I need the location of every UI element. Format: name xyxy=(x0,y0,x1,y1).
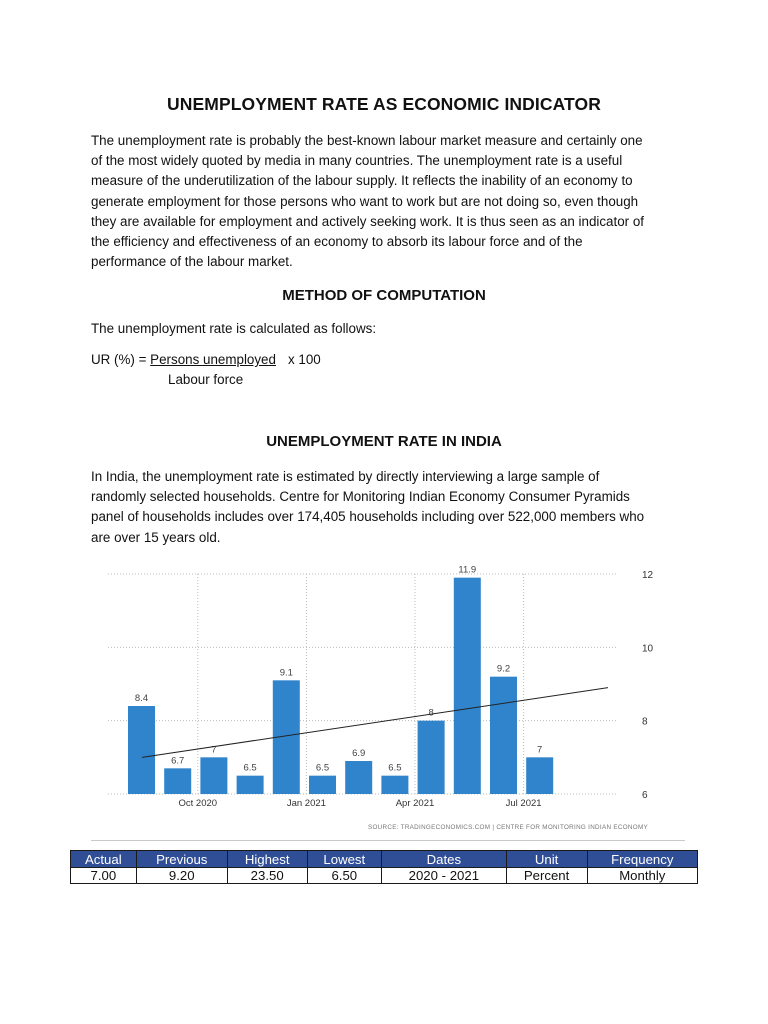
x-tick-label: Jul 2021 xyxy=(505,798,542,809)
y-tick-label: 8 xyxy=(642,716,648,728)
data-label: 6.7 xyxy=(171,755,185,767)
chart-bar xyxy=(200,757,227,794)
y-tick-label: 12 xyxy=(642,570,654,581)
data-label: 6.9 xyxy=(352,748,366,759)
data-label: 6.5 xyxy=(388,762,402,774)
method-heading: METHOD OF COMPUTATION xyxy=(282,287,486,304)
chart-bar xyxy=(381,776,408,794)
india-line: In India, the unemployment rate is estimated by directly interviewing a large sample of xyxy=(91,469,600,484)
intro-line: of the most widely quoted by media in many countries. The unemployment rate is a useful xyxy=(91,153,623,169)
intro-line: the efficiency and effectiveness of an economy to absorb its labour force and of the xyxy=(91,234,583,250)
divider xyxy=(91,840,685,841)
data-label: 6.5 xyxy=(315,762,330,774)
y-tick-label: 10 xyxy=(642,643,654,655)
india-line: are over 15 years old. xyxy=(91,529,221,545)
chart-bar xyxy=(454,578,481,794)
chart-bar xyxy=(237,776,264,794)
value-actual: 7.00 xyxy=(71,868,137,884)
intro-line: generate employment for those persons who want to work but are not doing so, even though xyxy=(91,193,639,209)
x-tick-label: Oct 2020 xyxy=(178,798,218,809)
data-label: 8 xyxy=(428,707,434,719)
intro-line: they are available for employment and actively seeking work. It is thus seen as an indicator of xyxy=(91,213,645,229)
formula-denominator: Labour force xyxy=(168,372,244,387)
data-label: 9.1 xyxy=(279,667,293,679)
formula-numerator: Persons unemployed xyxy=(150,352,276,367)
header-highest: Highest xyxy=(227,851,307,868)
header-actual: Actual xyxy=(71,851,137,868)
india-line: panel of households includes over 174,405 households including over 522,000 members who xyxy=(91,509,645,525)
chart-bar xyxy=(164,768,191,794)
formula-prefix: UR (%) = xyxy=(91,352,151,367)
intro-line: measure of the underutilization of the labour supply. It reflects the inability of an economy to xyxy=(91,173,633,189)
stats-table xyxy=(70,850,698,884)
chart-svg xyxy=(100,562,680,837)
value-unit: Percent xyxy=(506,868,587,884)
chart-bar xyxy=(526,757,553,794)
chart-source: SOURCE: TRADINGECONOMICS.COM | CENTRE FOR MONITORING INDIAN ECONOMY xyxy=(367,824,648,831)
data-label: 6.5 xyxy=(243,762,257,774)
header-unit: Unit xyxy=(506,851,587,868)
method-text: The unemployment rate is calculated as follows: xyxy=(91,321,377,336)
intro-paragraph xyxy=(91,131,681,272)
chart-bar xyxy=(490,677,517,794)
value-lowest: 6.50 xyxy=(307,868,382,884)
data-label: 11.9 xyxy=(458,564,477,576)
header-previous: Previous xyxy=(136,851,227,868)
formula-multiplier: x 100 xyxy=(287,352,321,367)
value-highest: 23.50 xyxy=(227,868,307,884)
data-label: 7 xyxy=(537,744,543,756)
formula-line xyxy=(91,352,321,367)
data-label: 9.2 xyxy=(496,663,511,675)
page-title: UNEMPLOYMENT RATE AS ECONOMIC INDICATOR xyxy=(167,94,601,114)
unemployment-chart xyxy=(100,562,680,837)
india-paragraph xyxy=(91,467,681,548)
chart-bar xyxy=(128,706,155,794)
header-frequency: Frequency xyxy=(587,851,697,868)
data-label: 8.4 xyxy=(134,693,149,704)
chart-bar xyxy=(309,776,336,794)
chart-bar xyxy=(345,761,372,794)
india-line: randomly selected households. Centre for Monitoring Indian Economy Consumer Pyramids xyxy=(91,489,630,505)
intro-line: The unemployment rate is probably the best-known labour market measure and certainly one xyxy=(91,133,643,148)
data-label: 7 xyxy=(211,744,217,756)
header-lowest: Lowest xyxy=(307,851,382,868)
value-dates: 2020 - 2021 xyxy=(382,868,506,884)
value-previous: 9.20 xyxy=(136,868,227,884)
india-heading: UNEMPLOYMENT RATE IN INDIA xyxy=(266,433,502,450)
value-frequency: Monthly xyxy=(587,868,697,884)
stats-header-row xyxy=(71,851,698,868)
x-tick-label: Jan 2021 xyxy=(286,798,326,809)
intro-line: performance of the labour market. xyxy=(91,254,293,270)
stats-value-row xyxy=(71,868,698,884)
header-dates: Dates xyxy=(382,851,506,868)
x-tick-label: Apr 2021 xyxy=(395,798,435,809)
y-tick-label: 6 xyxy=(642,790,648,801)
chart-bar xyxy=(418,721,445,794)
